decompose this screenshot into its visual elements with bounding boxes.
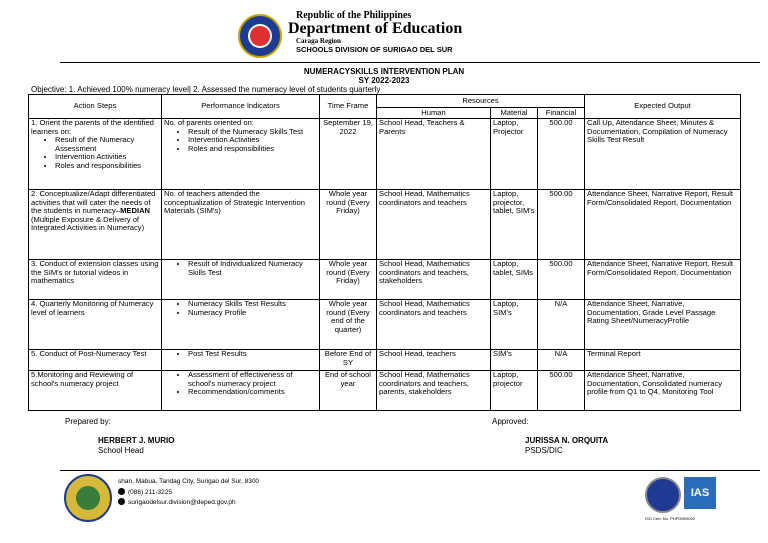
action-step-cell	[29, 119, 162, 190]
human-resource-cell: School Head, Mathematics coordinators and teachers, parents, stakeholders	[377, 371, 491, 411]
phone-text: (086) 211-3225	[128, 489, 172, 496]
col-header-performance-indicators: Performance Indicators	[162, 95, 320, 119]
time-frame-cell: Whole year round (Every end of the quarter)	[320, 300, 377, 350]
table-row	[29, 300, 741, 350]
indicator-cell	[162, 371, 320, 411]
action-step-cell: 3. Conduct of extension classes using the SIM's or tutorial videos in mathematics	[29, 260, 162, 300]
list-item: • Result of Individualized Numeracy Skills Test	[188, 260, 317, 277]
action-step-text: 2. Conceptualize/Adapt differentiated activities that will cater the needs of the students in numeracy–	[31, 189, 156, 216]
col-header-material: Material	[491, 108, 538, 119]
table-row	[29, 371, 741, 411]
list-item: • Numeracy Profile	[188, 309, 317, 318]
approved-label: Approved:	[492, 417, 529, 426]
letterhead	[0, 0, 768, 68]
median-keyword: MEDIAN	[120, 206, 151, 216]
action-step-cell: 5.Monitoring and Reviewing of school's numeracy project	[29, 371, 162, 411]
action-step-cell: 4. Quarterly Monitoring of Numeracy level of learners	[29, 300, 162, 350]
time-frame-cell: Whole year round (Every Friday)	[320, 260, 377, 300]
header-divider	[60, 62, 760, 63]
email-icon	[118, 498, 125, 505]
email-text: surigaodelsur.division@deped.gov.ph	[128, 499, 236, 506]
human-resource-cell: School Head, Mathematics coordinators and teachers, stakeholders	[377, 260, 491, 300]
department-name: Department of Education	[288, 20, 463, 37]
deped-seal-icon	[238, 14, 282, 58]
indicator-cell	[162, 300, 320, 350]
region-label: Caraga Region	[296, 37, 341, 45]
division-logo-icon	[64, 474, 112, 522]
list-item: • Intervention Activities	[188, 136, 317, 145]
certification-seal-icon	[645, 477, 681, 513]
human-resource-cell: School Head, Mathematics coordinators and teachers	[377, 300, 491, 350]
preparer-title: School Head	[98, 446, 144, 455]
iso-cert-number: ISO Cert. No. PHP009/0002	[645, 516, 696, 521]
objective-text: Objective: 1. Achieved 100% numeracy level| 2. Assessed the numeracy level of students quarterly	[31, 85, 381, 94]
action-step-text: 1. Orient the parents of the identified learners on:	[31, 118, 154, 136]
list-item: • Recommendation/comments	[188, 388, 317, 397]
table-row	[29, 190, 741, 260]
address-line	[118, 478, 259, 485]
phone-line	[118, 488, 172, 496]
human-resource-cell: School Head, teachers	[377, 350, 491, 371]
indicator-cell	[162, 119, 320, 190]
indicator-cell: No. of teachers attended the conceptualization of Strategic Intervention Materials (SIM's)	[162, 190, 320, 260]
indicator-cell	[162, 350, 320, 371]
intervention-plan-table	[28, 94, 741, 411]
phone-icon	[118, 488, 125, 495]
ias-logo: IAS	[684, 477, 716, 509]
action-step-cell	[29, 190, 162, 260]
material-cell: Laptop, SIM's	[491, 300, 538, 350]
financial-cell: 500.00	[538, 190, 585, 260]
expected-output-cell: Attendance Sheet, Narrative Report, Result Form/Consolidated Report, Documentation	[585, 260, 741, 300]
time-frame-cell: Before End of SY	[320, 350, 377, 371]
expected-output-cell: Terminal Report	[585, 350, 741, 371]
list-item: • Result of the Numeracy Assessment	[55, 136, 159, 153]
list-item: • Post Test Results	[188, 350, 317, 359]
col-header-expected-output: Expected Output	[585, 95, 741, 119]
division-label: SCHOOLS DIVISION OF SURIGAO DEL SUR	[296, 45, 453, 54]
material-cell: Laptop, Projector	[491, 119, 538, 190]
human-resource-cell: School Head, Teachers & Parents	[377, 119, 491, 190]
col-header-action-steps: Action Steps	[29, 95, 162, 119]
financial-cell: 500.00	[538, 371, 585, 411]
col-header-time-frame: Time Frame	[320, 95, 377, 119]
list-item: • Assessment of effectiveness of school's numeracy project	[188, 371, 317, 388]
list-item: • Result of the Numeracy Skills Test	[188, 128, 317, 137]
list-item: • Roles and responsibilities	[55, 162, 159, 171]
col-header-human: Human	[377, 108, 491, 119]
material-cell: SIM's	[491, 350, 538, 371]
material-cell: Laptop, projector	[491, 371, 538, 411]
republic-label: Republic of the Philippines	[296, 10, 412, 21]
financial-cell: 500.00	[538, 119, 585, 190]
list-item: • Numeracy Skills Test Results	[188, 300, 317, 309]
school-year: SY 2022-2023	[358, 76, 410, 85]
list-item: • Intervention Activities	[55, 153, 159, 162]
table-header-row	[29, 95, 741, 108]
action-step-cell: 5. Conduct of Post-Numeracy Test	[29, 350, 162, 371]
indicator-text: No. of parents oriented on:	[164, 118, 254, 127]
list-item: • Roles and responsibilities	[188, 145, 317, 154]
human-resource-cell: School Head, Mathematics coordinators and teachers	[377, 190, 491, 260]
expected-output-cell: Attendance Sheet, Narrative, Documentation, Grade Level Passage Rating Sheet/NumeracyProfile	[585, 300, 741, 350]
time-frame-cell: End of school year	[320, 371, 377, 411]
email-line	[118, 498, 236, 506]
preparer-name: HERBERT J. MURIO	[98, 436, 175, 445]
expected-output-cell: Attendance Sheet, Narrative, Documentation, Consolidated numeracy profile from Q1 to Q4, Monitoring Tool	[585, 371, 741, 411]
approver-name: JURISSA N. ORQUITA	[525, 436, 609, 445]
footer-divider	[60, 470, 760, 471]
material-cell: Laptop, projector, tablet, SIM's	[491, 190, 538, 260]
plan-title: NUMERACYSKILLS INTERVENTION PLAN	[303, 67, 465, 76]
prepared-by-label: Prepared by:	[65, 417, 111, 426]
time-frame-cell: Whole year round (Every Friday)	[320, 190, 377, 260]
action-step-text-cont: (Multiple Exposure & Delivery of Integrated Activities in Numeracy)	[31, 214, 145, 233]
expected-output-cell: Call Up, Attendance Sheet, Minutes & Documentation, Compilation of Numeracy Skills Test Result	[585, 119, 741, 190]
col-header-resources: Resources	[377, 95, 585, 108]
approver-title: PSDS/DIC	[525, 446, 563, 455]
col-header-financial: Financial	[538, 108, 585, 119]
financial-cell: 500.00	[538, 260, 585, 300]
expected-output-cell: Attendance Sheet, Narrative Report, Result Form/Consolidated Report, Documentation	[585, 190, 741, 260]
time-frame-cell: September 19, 2022	[320, 119, 377, 190]
table-row	[29, 260, 741, 300]
material-cell: Laptop, tablet, SIMs	[491, 260, 538, 300]
financial-cell: N/A	[538, 350, 585, 371]
table-row	[29, 119, 741, 190]
address-text: shan, Mabua, Tandag City, Surigao del Sur, 8300	[118, 478, 260, 485]
table-row	[29, 350, 741, 371]
indicator-cell	[162, 260, 320, 300]
financial-cell: N/A	[538, 300, 585, 350]
